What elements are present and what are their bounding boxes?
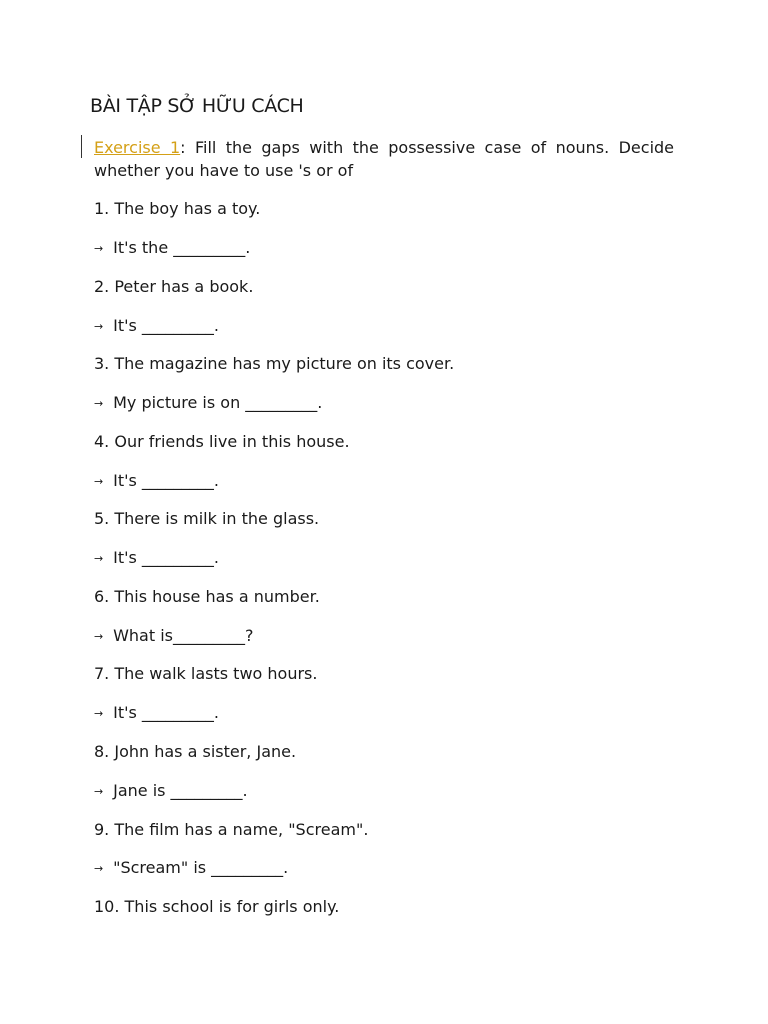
exercise-instructions [94, 136, 674, 182]
answer-text: It's _________. [113, 471, 219, 490]
answer-line [94, 316, 219, 337]
answer-line [94, 393, 322, 414]
answer-text: It's _________. [113, 548, 219, 567]
answer-text: It's _________. [113, 703, 219, 722]
answer-line [94, 471, 219, 492]
answer-text: What is_________? [113, 626, 254, 645]
answer-text: "Scream" is _________. [113, 858, 289, 877]
answer-line [94, 703, 219, 724]
question-prompt: 2. Peter has a book. [94, 277, 254, 296]
answer-text: It's the _________. [113, 238, 251, 257]
instructions-text: : Fill the gaps with the possessive case of nouns. Decide whether you have to use 's or of [94, 138, 675, 180]
answer-line [94, 781, 248, 802]
arrow-icon: → [94, 785, 104, 798]
arrow-icon: → [94, 397, 104, 410]
exercise-link[interactable]: Exercise 1 [94, 138, 181, 157]
answer-text: My picture is on _________. [113, 393, 323, 412]
question-prompt: 9. The film has a name, "Scream". [94, 820, 369, 839]
answer-text: It's _________. [113, 316, 219, 335]
question-prompt: 1. The boy has a toy. [94, 199, 261, 218]
question-prompt: 3. The magazine has my picture on its cover. [94, 354, 455, 373]
answer-line [94, 548, 219, 569]
question-prompt: 5. There is milk in the glass. [94, 509, 320, 528]
question-prompt: 8. John has a sister, Jane. [94, 742, 297, 761]
question-prompt: 6. This house has a number. [94, 587, 320, 606]
question-prompt: 4. Our friends live in this house. [94, 432, 350, 451]
page-title: BÀI TẬP SỞ HỮU CÁCH [90, 95, 304, 117]
arrow-icon: → [94, 475, 104, 488]
arrow-icon: → [94, 552, 104, 565]
question-prompt: 7. The walk lasts two hours. [94, 664, 318, 683]
arrow-icon: → [94, 242, 104, 255]
arrow-icon: → [94, 707, 104, 720]
text-cursor [81, 135, 82, 158]
question-prompt: 10. This school is for girls only. [94, 897, 340, 916]
answer-line [94, 626, 254, 647]
arrow-icon: → [94, 320, 104, 333]
answer-text: Jane is _________. [113, 781, 248, 800]
arrow-icon: → [94, 630, 104, 643]
answer-line [94, 238, 250, 259]
arrow-icon: → [94, 862, 104, 875]
answer-line [94, 858, 288, 879]
